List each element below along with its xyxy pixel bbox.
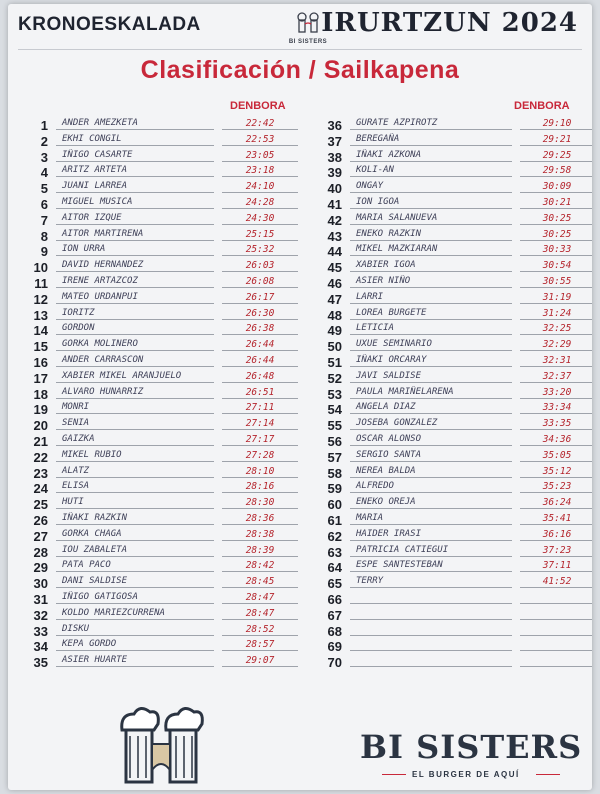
rank-number: 37 <box>327 133 342 149</box>
rank-number: 30 <box>33 576 48 592</box>
finish-time: 27:11 <box>222 401 298 414</box>
finish-time: 35:23 <box>520 480 592 493</box>
finish-time: 29:58 <box>520 164 592 177</box>
results-list-right <box>314 116 592 669</box>
table-row <box>24 211 304 227</box>
climber-name: GURATE AZPIROTZ <box>350 117 512 130</box>
finish-time: 37:23 <box>520 544 592 557</box>
event-name: KRONOESKALADA <box>18 14 201 35</box>
finish-time: 26:38 <box>222 322 298 335</box>
table-row <box>314 574 592 590</box>
rank-number: 36 <box>327 118 342 133</box>
rank-number: 7 <box>40 212 48 228</box>
finish-time: 26:17 <box>222 291 298 304</box>
finish-time: 32:37 <box>520 370 592 383</box>
finish-time: 29:07 <box>222 654 298 667</box>
table-row <box>24 558 304 574</box>
climber-name: MIKEL MAZKIARAN <box>350 243 512 256</box>
bridge-icon <box>108 700 218 788</box>
finish-time: 28:42 <box>222 559 298 572</box>
finish-time: 24:28 <box>222 196 298 209</box>
rank-number: 13 <box>33 307 48 323</box>
climber-name: ANGELA DIAZ <box>350 401 512 414</box>
rank-number: 6 <box>40 196 48 212</box>
climber-name: AITOR MARTIRENA <box>56 228 214 241</box>
climber-name: XABIER IGOA <box>350 259 512 272</box>
finish-time: 28:38 <box>222 528 298 541</box>
climber-name: DISKU <box>56 623 214 636</box>
climber-name: JOSEBA GONZALEZ <box>350 417 512 430</box>
rank-number: 56 <box>327 433 342 449</box>
table-row <box>314 353 592 369</box>
climber-name: ARITZ ARTETA <box>56 164 214 177</box>
finish-time: 28:47 <box>222 607 298 620</box>
finish-time: 36:24 <box>520 496 592 509</box>
rank-number: 53 <box>327 386 342 402</box>
climber-name: HUTI <box>56 496 214 509</box>
finish-time: 32:25 <box>520 322 592 335</box>
rank-number: 38 <box>327 149 342 165</box>
finish-time: 28:36 <box>222 512 298 525</box>
rank-number: 16 <box>33 354 48 370</box>
finish-time: 32:31 <box>520 354 592 367</box>
table-row <box>314 606 592 622</box>
climber-name: TERRY <box>350 575 512 588</box>
finish-time: 33:34 <box>520 401 592 414</box>
climber-name: LETICIA <box>350 322 512 335</box>
table-row <box>314 163 592 179</box>
climber-name: IORITZ <box>56 307 214 320</box>
header-logo-text: BI SISTERS <box>288 39 328 45</box>
climber-name: IÑAKI RAZKIN <box>56 512 214 525</box>
table-row <box>314 653 592 669</box>
rank-number: 22 <box>33 449 48 465</box>
table-row <box>24 479 304 495</box>
table-row <box>314 622 592 638</box>
rank-number: 33 <box>33 623 48 639</box>
rank-number: 42 <box>327 212 342 228</box>
table-row <box>24 416 304 432</box>
finish-time: 26:44 <box>222 338 298 351</box>
climber-name: DAVID HERNANDEZ <box>56 259 214 272</box>
finish-time <box>520 591 592 604</box>
table-row <box>24 353 304 369</box>
finish-time: 29:25 <box>520 149 592 162</box>
rank-number: 4 <box>40 165 48 181</box>
finish-time: 28:57 <box>222 638 298 651</box>
rank-number: 1 <box>40 118 48 133</box>
climber-name: ION IGOA <box>350 196 512 209</box>
climber-name: MARIA <box>350 512 512 525</box>
table-row <box>24 606 304 622</box>
rank-number: 31 <box>33 591 48 607</box>
table-row <box>314 448 592 464</box>
rank-number: 2 <box>40 133 48 149</box>
climber-name: ENEKO RAZKIN <box>350 228 512 241</box>
table-row <box>24 637 304 653</box>
table-row <box>24 242 304 258</box>
finish-time: 25:15 <box>222 228 298 241</box>
rank-number: 50 <box>327 339 342 355</box>
climber-name: IÑAKI AZKONA <box>350 149 512 162</box>
table-row <box>314 321 592 337</box>
rank-number: 59 <box>327 481 342 497</box>
table-row <box>24 274 304 290</box>
footer-illustration <box>108 700 218 788</box>
table-row <box>314 637 592 653</box>
climber-name: GAIZKA <box>56 433 214 446</box>
table-row <box>24 290 304 306</box>
finish-time: 28:39 <box>222 544 298 557</box>
table-row <box>24 495 304 511</box>
rank-number: 58 <box>327 465 342 481</box>
climber-name: ASIER NIÑO <box>350 275 512 288</box>
rank-number: 61 <box>327 512 342 528</box>
finish-time: 32:29 <box>520 338 592 351</box>
climber-name: GORDON <box>56 322 214 335</box>
table-row <box>314 290 592 306</box>
rank-number: 28 <box>33 544 48 560</box>
rank-number: 35 <box>33 655 48 671</box>
finish-time <box>520 607 592 620</box>
table-row <box>314 306 592 322</box>
rank-number: 18 <box>33 386 48 402</box>
rank-number: 63 <box>327 544 342 560</box>
finish-time: 25:32 <box>222 243 298 256</box>
climber-name: GORKA MOLINERO <box>56 338 214 351</box>
climber-name: KOLI-AN <box>350 164 512 177</box>
rank-number: 47 <box>327 291 342 307</box>
rank-number: 29 <box>33 560 48 576</box>
climber-name: SENIA <box>56 417 214 430</box>
table-row <box>24 337 304 353</box>
rank-number: 39 <box>327 165 342 181</box>
rank-number: 68 <box>327 623 342 639</box>
table-row <box>24 432 304 448</box>
table-row <box>24 306 304 322</box>
rank-number: 43 <box>327 228 342 244</box>
table-row <box>314 590 592 606</box>
climber-name: IÑIGO CASARTE <box>56 149 214 162</box>
rank-number: 23 <box>33 465 48 481</box>
table-row <box>314 369 592 385</box>
climber-name <box>350 638 512 651</box>
rank-number: 34 <box>33 639 48 655</box>
climber-name <box>350 607 512 620</box>
table-row <box>24 258 304 274</box>
finish-time: 41:52 <box>520 575 592 588</box>
rank-number: 70 <box>327 655 342 671</box>
rank-number: 32 <box>33 607 48 623</box>
finish-time: 23:18 <box>222 164 298 177</box>
climber-name: ALVARO HUNARRIZ <box>56 386 214 399</box>
rank-number: 8 <box>40 228 48 244</box>
table-row <box>24 511 304 527</box>
climber-name: IRENE ARTAZCOZ <box>56 275 214 288</box>
classification-sheet <box>8 4 592 790</box>
rank-number: 60 <box>327 497 342 513</box>
table-row <box>314 400 592 416</box>
finish-time: 28:45 <box>222 575 298 588</box>
finish-time: 33:20 <box>520 386 592 399</box>
rank-number: 66 <box>327 591 342 607</box>
rank-number: 14 <box>33 323 48 339</box>
finish-time: 27:28 <box>222 449 298 462</box>
table-row <box>314 527 592 543</box>
finish-time: 23:05 <box>222 149 298 162</box>
table-row <box>314 416 592 432</box>
finish-time: 29:21 <box>520 133 592 146</box>
brand-tagline: EL BURGER DE AQUÍ <box>412 770 520 779</box>
climber-name: MATEO URDANPUI <box>56 291 214 304</box>
finish-time: 26:48 <box>222 370 298 383</box>
finish-time: 26:03 <box>222 259 298 272</box>
climber-name: IOU ZABALETA <box>56 544 214 557</box>
rank-number: 40 <box>327 181 342 197</box>
climber-name <box>350 654 512 667</box>
rank-number: 45 <box>327 260 342 276</box>
table-row <box>24 448 304 464</box>
table-row <box>24 590 304 606</box>
time-column-header: DENBORA <box>230 100 286 112</box>
table-row <box>314 337 592 353</box>
climber-name: IÑAKI ORCARAY <box>350 354 512 367</box>
rank-number: 10 <box>33 260 48 276</box>
rank-number: 52 <box>327 370 342 386</box>
rank-number: 3 <box>40 149 48 165</box>
rank-number: 27 <box>33 528 48 544</box>
chef-hats-logo-icon <box>295 12 321 34</box>
table-row <box>314 511 592 527</box>
finish-time: 28:52 <box>222 623 298 636</box>
table-row <box>24 574 304 590</box>
finish-time: 22:42 <box>222 117 298 130</box>
table-row <box>314 132 592 148</box>
table-row <box>314 274 592 290</box>
finish-time: 28:16 <box>222 480 298 493</box>
table-row <box>24 622 304 638</box>
finish-time: 37:11 <box>520 559 592 572</box>
table-row <box>314 195 592 211</box>
table-row <box>314 211 592 227</box>
climber-name: JAVI SALDISE <box>350 370 512 383</box>
climber-name: XABIER MIKEL ARANJUELO <box>56 370 214 383</box>
rank-number: 49 <box>327 323 342 339</box>
finish-time <box>520 623 592 636</box>
table-row <box>314 432 592 448</box>
climber-name: IÑIGO GATIGOSA <box>56 591 214 604</box>
table-row <box>24 179 304 195</box>
finish-time: 28:30 <box>222 496 298 509</box>
finish-time: 35:41 <box>520 512 592 525</box>
table-row <box>314 495 592 511</box>
climber-name: JUANI LARREA <box>56 180 214 193</box>
table-row <box>24 321 304 337</box>
rank-number: 67 <box>327 607 342 623</box>
climber-name: BEREGAÑA <box>350 133 512 146</box>
climber-name: PATRICIA CATIEGUI <box>350 544 512 557</box>
climber-name: ENEKO OREJA <box>350 496 512 509</box>
finish-time: 30:25 <box>520 212 592 225</box>
climber-name <box>350 623 512 636</box>
table-row <box>314 242 592 258</box>
finish-time: 30:54 <box>520 259 592 272</box>
finish-time: 31:19 <box>520 291 592 304</box>
table-row <box>314 116 592 132</box>
climber-name: NEREA BALDA <box>350 465 512 478</box>
rank-number: 51 <box>327 354 342 370</box>
climber-name: ANDER AMEZKETA <box>56 117 214 130</box>
climber-name: PATA PACO <box>56 559 214 572</box>
climber-name: LOREA BURGETE <box>350 307 512 320</box>
climber-name: UXUE SEMINARIO <box>350 338 512 351</box>
climber-name: KEPA GORDO <box>56 638 214 651</box>
finish-time: 26:08 <box>222 275 298 288</box>
table-row <box>24 653 304 669</box>
table-row <box>24 195 304 211</box>
table-row <box>24 148 304 164</box>
rank-number: 20 <box>33 418 48 434</box>
rank-number: 48 <box>327 307 342 323</box>
finish-time: 35:05 <box>520 449 592 462</box>
rank-number: 44 <box>327 244 342 260</box>
rank-number: 64 <box>327 560 342 576</box>
table-row <box>24 369 304 385</box>
finish-time: 30:33 <box>520 243 592 256</box>
climber-name: ELISA <box>56 480 214 493</box>
brand-rule-right <box>536 774 560 775</box>
climber-name: ESPE SANTESTEBAN <box>350 559 512 572</box>
table-row <box>314 385 592 401</box>
rank-number: 46 <box>327 275 342 291</box>
rank-number: 12 <box>33 291 48 307</box>
table-row <box>314 479 592 495</box>
header-divider <box>18 49 582 50</box>
page-title: Clasificación / Sailkapena <box>140 56 460 84</box>
finish-time: 36:16 <box>520 528 592 541</box>
finish-time: 34:36 <box>520 433 592 446</box>
climber-name: ONGAY <box>350 180 512 193</box>
table-row <box>314 464 592 480</box>
results-list-left <box>24 116 304 669</box>
rank-number: 57 <box>327 449 342 465</box>
climber-name: DANI SALDISE <box>56 575 214 588</box>
climber-name: ION URRA <box>56 243 214 256</box>
finish-time: 27:17 <box>222 433 298 446</box>
table-row <box>24 385 304 401</box>
rank-number: 11 <box>34 275 48 291</box>
finish-time: 29:10 <box>520 117 592 130</box>
rank-number: 62 <box>327 528 342 544</box>
table-row <box>24 543 304 559</box>
finish-time <box>520 638 592 651</box>
finish-time: 27:14 <box>222 417 298 430</box>
rank-number: 41 <box>327 196 342 212</box>
climber-name: PAULA MARIÑELARENA <box>350 386 512 399</box>
climber-name: SERGIO SANTA <box>350 449 512 462</box>
finish-time: 30:25 <box>520 228 592 241</box>
climber-name: OSCAR ALONSO <box>350 433 512 446</box>
climber-name: KOLDO MARIEZCURRENA <box>56 607 214 620</box>
rank-number: 69 <box>327 639 342 655</box>
table-row <box>24 400 304 416</box>
finish-time: 26:30 <box>222 307 298 320</box>
rank-number: 15 <box>33 339 48 355</box>
climber-name <box>350 591 512 604</box>
climber-name: ASIER HUARTE <box>56 654 214 667</box>
brand-name: BI SISTERS <box>360 728 583 766</box>
table-row <box>24 527 304 543</box>
table-row <box>314 227 592 243</box>
rank-number: 65 <box>327 576 342 592</box>
table-row <box>314 148 592 164</box>
finish-time: 30:09 <box>520 180 592 193</box>
climber-name: LARRI <box>350 291 512 304</box>
table-row <box>314 543 592 559</box>
climber-name: MIKEL RUBIO <box>56 449 214 462</box>
finish-time: 28:47 <box>222 591 298 604</box>
climber-name: EKHI CONGIL <box>56 133 214 146</box>
table-row <box>314 558 592 574</box>
climber-name: ALATZ <box>56 465 214 478</box>
finish-time: 26:51 <box>222 386 298 399</box>
finish-time: 30:55 <box>520 275 592 288</box>
table-row <box>314 179 592 195</box>
brand-rule-left <box>382 774 406 775</box>
climber-name: MONRI <box>56 401 214 414</box>
rank-number: 17 <box>33 370 48 386</box>
climber-name: ALFREDO <box>350 480 512 493</box>
finish-time: 31:24 <box>520 307 592 320</box>
table-row <box>314 258 592 274</box>
finish-time: 26:44 <box>222 354 298 367</box>
rank-number: 26 <box>33 512 48 528</box>
table-row <box>24 132 304 148</box>
finish-time: 33:35 <box>520 417 592 430</box>
table-row <box>24 116 304 132</box>
rank-number: 21 <box>33 433 48 449</box>
climber-name: MIGUEL MUSICA <box>56 196 214 209</box>
rank-number: 9 <box>40 244 48 260</box>
finish-time: 24:30 <box>222 212 298 225</box>
finish-time: 35:12 <box>520 465 592 478</box>
finish-time: 22:53 <box>222 133 298 146</box>
climber-name: HAIDER IRASI <box>350 528 512 541</box>
table-row <box>24 163 304 179</box>
rank-number: 24 <box>33 481 48 497</box>
table-row <box>24 464 304 480</box>
finish-time: 24:10 <box>222 180 298 193</box>
finish-time: 28:10 <box>222 465 298 478</box>
rank-number: 25 <box>33 497 48 513</box>
rank-number: 5 <box>40 181 48 197</box>
rank-number: 55 <box>327 418 342 434</box>
climber-name: MARIA SALANUEVA <box>350 212 512 225</box>
event-place-year: IRURTZUN 2024 <box>321 8 578 38</box>
table-row <box>24 227 304 243</box>
rank-number: 54 <box>327 402 342 418</box>
finish-time <box>520 654 592 667</box>
climber-name: GORKA CHAGA <box>56 528 214 541</box>
climber-name: ANDER CARRASCON <box>56 354 214 367</box>
time-column-header: DENBORA <box>514 100 570 112</box>
rank-number: 19 <box>33 402 48 418</box>
finish-time: 30:21 <box>520 196 592 209</box>
climber-name: AITOR IZQUE <box>56 212 214 225</box>
